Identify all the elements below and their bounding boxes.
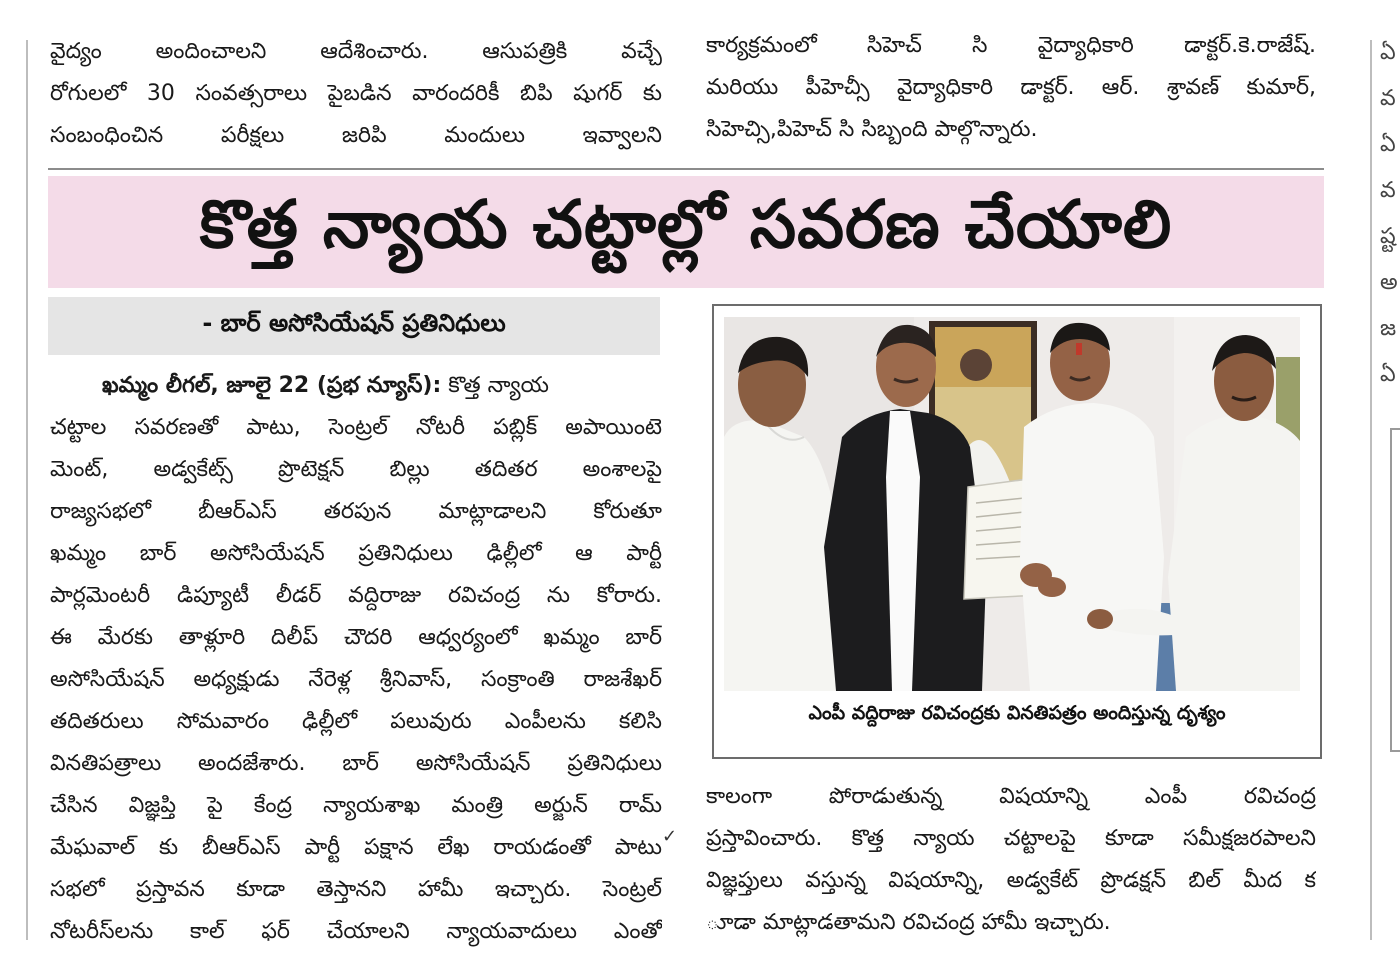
byline-box — [48, 297, 660, 355]
article-continuation — [706, 776, 1316, 944]
article-first-line-text: కొత్త న్యాయ — [441, 373, 549, 398]
text-line: వైద్యం అందించాలని ఆదేశించారు. ఆసుపత్రికి వచ్చే — [50, 39, 662, 64]
text-line: మరియు పీహెచ్సీ వైద్యాధికారి డాక్టర్. ఆర్. శ్రావణ్ కుమార్, — [706, 75, 1316, 100]
headline-banner — [48, 176, 1324, 288]
edge-glyph: ఏ — [1380, 132, 1396, 157]
edge-glyph: జ — [1380, 316, 1397, 341]
text-line: మేఘవాల్ కు బీఆర్ఎస్ పార్టీ పక్షాన లేఖ రాయడంతో పాటు — [50, 835, 662, 860]
edge-glyph: ఏ — [1380, 40, 1396, 65]
text-line: రోగులలో 30 సంవత్సరాలు పైబడిన వారందరికీ బిపి షుగర్ కు — [50, 81, 662, 106]
news-photo-frame — [712, 304, 1322, 759]
right-column-rule — [1370, 40, 1372, 940]
dateline: ఖమ్మం లీగల్, జూలై 22 (ప్రభ న్యూస్): — [102, 373, 442, 398]
text-line: విజ్ఞప్తులు వస్తున్న విషయాన్ని, అడ్వకేట్ ప్రొడక్షన్ బిల్ మీద క — [706, 868, 1316, 893]
text-line: వినతిపత్రాలు అందజేశారు. బార్ అసోసియేషన్ ప్రతినిధులు — [50, 751, 662, 776]
article-body — [50, 365, 662, 953]
text-line: అసోసియేషన్ అధ్యక్షుడు నేరెళ్ల శ్రీనివాస్, సంక్రాంతి రాజశేఖర్ — [50, 667, 662, 692]
text-line: ఈ మేరకు తాళ్లూరి దిలీప్ చౌదరి ఆధ్వర్యంలో ఖమ్మం బార్ — [50, 625, 662, 650]
text-line: సిహెచ్సి,పిహెచ్ సి సిబ్బంది పాల్గొన్నారు. — [706, 117, 1038, 142]
photo-illustration — [724, 317, 1300, 691]
news-photo — [724, 317, 1300, 691]
section-divider — [48, 168, 1324, 170]
text-line: మెంట్, అడ్వకేట్స్ ప్రొటెక్షన్ బిల్లు తదితర అంశాలపై — [50, 457, 662, 482]
previous-article-right-column — [706, 25, 1316, 151]
text-line: సభలో ప్రస్తావన కూడా తెస్తానని హామీ ఇచ్చారు. సెంట్రల్ — [50, 877, 662, 902]
text-line: ప్రస్తావించారు. కొత్త న్యాయ చట్టాలపై కూడా సమీక్షజరపాలని — [706, 826, 1316, 851]
edge-glyph: ష్ట — [1380, 224, 1396, 249]
text-line: నోటరీస్‌లను కాల్ ఫర్ చేయాలని న్యాయవాదులు ఎంతో — [50, 919, 662, 944]
byline: - బార్ అసోసియేషన్ ప్రతినిధులు — [202, 309, 506, 337]
left-column-rule — [26, 40, 28, 940]
stray-mark: ✓ — [662, 826, 678, 847]
edge-glyph: వ — [1380, 86, 1396, 111]
text-line: చట్టాల సవరణతో పాటు, సెంట్రల్ నోటరీ పబ్లిక్ అపాయింటె — [50, 415, 662, 440]
edge-glyph: ఏ — [1380, 362, 1396, 387]
photo-caption: ఎంపీ వద్దిరాజు రవిచంద్రకు వినతిపత్రం అందిస్తున్న దృశ్యం — [808, 702, 1226, 724]
text-line: ూడా మాట్లాడతామని రవిచంద్ర హామీ ఇచ్చారు. — [706, 910, 1111, 935]
text-line: తదితరులు సోమవారం ఢిల్లీలో పలువురు ఎంపీలను కలిసి — [50, 709, 662, 734]
edge-glyph: అ — [1380, 270, 1398, 295]
adjacent-box-edge — [1390, 428, 1400, 752]
previous-article-left-column — [50, 31, 662, 157]
text-line: సంబంధించిన పరీక్షలు జరిపి మందులు ఇవ్వాలని — [50, 123, 662, 148]
article-first-line — [50, 365, 662, 407]
text-line: ఖమ్మం బార్ అసోసియేషన్ ప్రతినిధులు ఢిల్లీలో ఆ పార్టీ — [50, 541, 662, 566]
headline: కొత్త న్యాయ చట్టాల్లో సవరణ చేయాలి — [199, 185, 1173, 263]
edge-glyph: వ — [1380, 178, 1396, 203]
text-line: చేసిన విజ్ఞప్తి పై కేంద్ర న్యాయశాఖ మంత్రి అర్జున్ రామ్ — [50, 793, 662, 818]
text-line: రాజ్యసభలో బీఆర్ఎస్ తరపున మాట్లాడాలని కోరుతూ — [50, 499, 662, 524]
text-line: కాలంగా పోరాడుతున్న విషయాన్ని ఎంపీ రవిచంద్ర — [706, 784, 1316, 809]
text-line: కార్యక్రమంలో సిహెచ్ సి వైద్యాధికారి డాక్టర్.కె.రాజేష్. — [706, 33, 1316, 58]
text-line: పార్లమెంటరీ డిప్యూటీ లీడర్ వద్దిరాజు రవిచంద్ర ను కోరారు. — [50, 583, 662, 608]
